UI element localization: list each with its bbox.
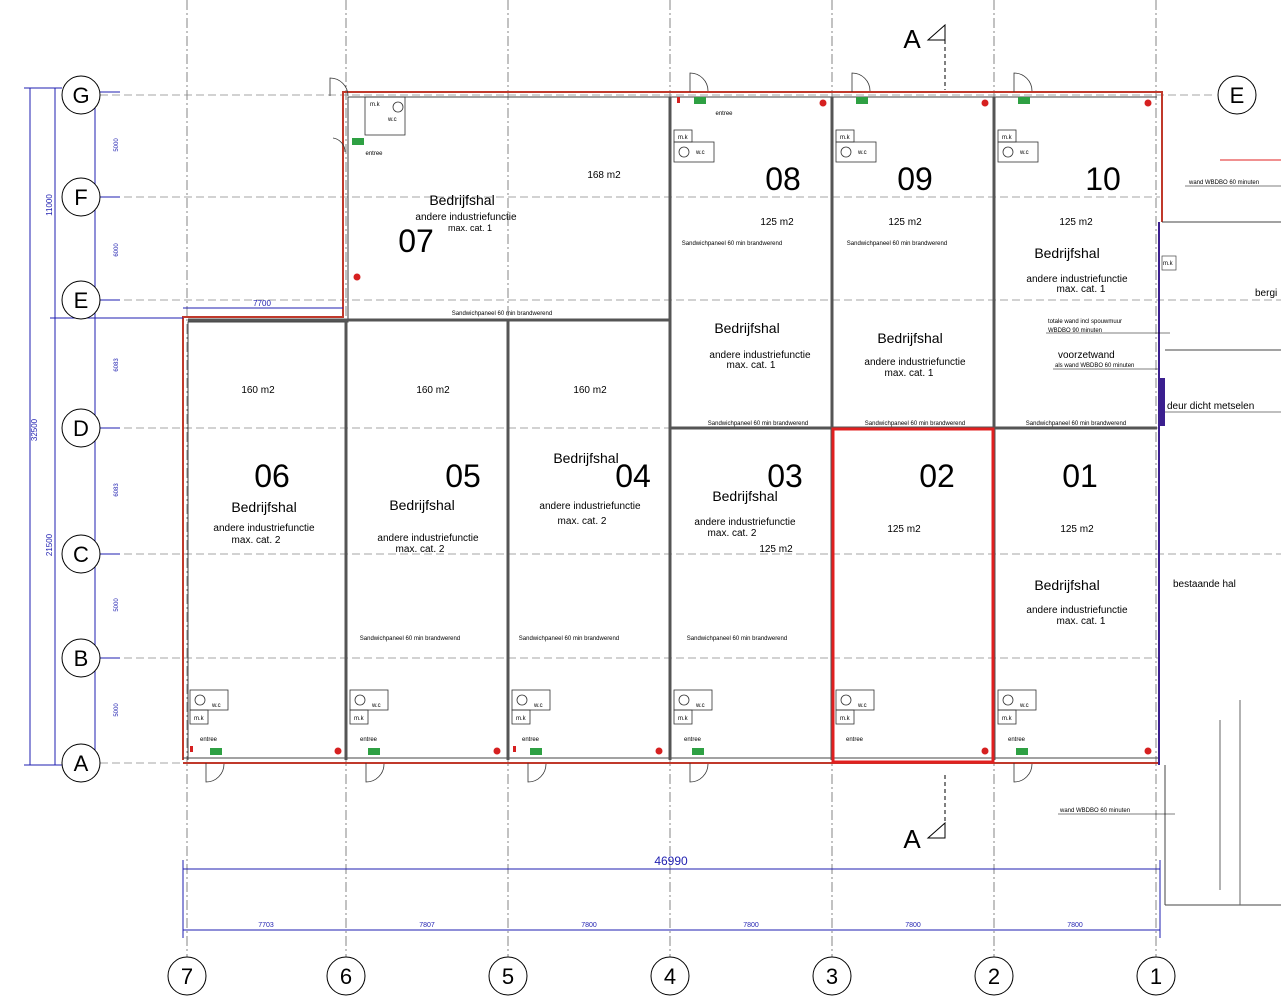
bottom-dimension-lines — [183, 860, 1160, 938]
col-label-5: 5 — [501, 964, 515, 989]
unit-09-cat: max. cat. 1 — [884, 368, 934, 379]
unit-09-function: andere industriefunctie — [864, 357, 966, 368]
row-label-e-right: E — [1229, 83, 1245, 108]
row-label-a: A — [73, 751, 89, 776]
wc-label: w.c — [1020, 703, 1029, 709]
extinguisher-icon — [656, 748, 663, 755]
wc-label: w.c — [858, 703, 867, 709]
unit-10-function: andere industriefunctie — [1026, 274, 1128, 285]
col-label-1: 1 — [1149, 964, 1163, 989]
unit-01-cat: max. cat. 1 — [1056, 616, 1106, 627]
extinguisher-icon — [677, 97, 680, 103]
unit-08-wall-note2: Sandwichpaneel 60 min brandwerend — [707, 421, 809, 427]
unit-07-type: Bedrijfshal — [429, 192, 495, 208]
unit-10-number: 10 — [1085, 161, 1121, 197]
exit-sign-icon — [694, 97, 706, 104]
extinguisher-icon — [513, 746, 516, 752]
row-label-c: C — [73, 542, 89, 567]
unit-03-area: 125 m2 — [759, 544, 793, 555]
wc-label: w.c — [1020, 150, 1029, 156]
unit-04-function: andere industriefunctie — [539, 501, 641, 512]
unit-06-function: andere industriefunctie — [213, 523, 315, 534]
unit-03-number: 03 — [767, 458, 803, 494]
unit-08-entry: entree — [715, 111, 733, 117]
note-bergi: bergi — [1255, 288, 1278, 299]
col-label-7: 7 — [180, 964, 194, 989]
section-marker-bottom — [903, 775, 945, 854]
unit-05-cat: max. cat. 2 — [395, 544, 445, 555]
unit-07[interactable] — [365, 151, 621, 317]
unit-06-number: 06 — [254, 458, 290, 494]
note-als-wand: als wand WBDBO 60 minuten — [1055, 363, 1135, 369]
mk-label: m.k — [194, 716, 204, 722]
unit-02-highlight[interactable] — [833, 429, 993, 762]
unit-08-type: Bedrijfshal — [714, 320, 780, 336]
row-label-f: F — [74, 185, 88, 210]
door-icon — [366, 763, 384, 782]
entree-label: entree — [360, 737, 378, 743]
mk-label: m.k — [516, 716, 526, 722]
door-icon — [1014, 73, 1032, 92]
dim-left-lower: 21500 — [45, 533, 54, 557]
wc-label: w.c — [696, 703, 705, 709]
exit-sign-icon — [210, 748, 222, 755]
unit-06-type: Bedrijfshal — [231, 499, 297, 515]
sanitary-labels-upper — [370, 102, 1029, 156]
mk-label: m.k — [1002, 716, 1012, 722]
dim-bay-2: 7807 — [419, 922, 435, 929]
door-icon — [690, 763, 708, 782]
col-label-6: 6 — [339, 964, 353, 989]
extinguisher-icon — [1145, 748, 1152, 755]
unit-09-type: Bedrijfshal — [877, 330, 943, 346]
note-voorzetwand: voorzetwand — [1058, 350, 1115, 361]
unit-04-area: 160 m2 — [573, 385, 607, 396]
mk-label: m.k — [354, 716, 364, 722]
door-icon — [206, 763, 224, 782]
unit-10-area: 125 m2 — [1059, 217, 1093, 228]
row-label-d: D — [73, 416, 89, 441]
row-label-b: B — [73, 646, 89, 671]
wc-label: w.c — [534, 703, 543, 709]
unit-04-type: Bedrijfshal — [553, 450, 619, 466]
dim-bay-4: 7800 — [743, 922, 759, 929]
unit-04-wall-note: Sandwichpaneel 60 min brandwerend — [686, 636, 788, 642]
bay-dimension-texts — [258, 922, 1083, 929]
unit-10-type: Bedrijfshal — [1034, 245, 1100, 261]
unit-08-number: 08 — [765, 161, 801, 197]
sanitary-blocks-lower — [190, 690, 1036, 724]
door-icon — [852, 73, 870, 92]
column-bubbles — [168, 957, 1175, 995]
unit-05-function: andere industriefunctie — [377, 533, 479, 544]
unit-06-wall-note: Sandwichpaneel 60 min brandwerend — [359, 636, 461, 642]
dim-bay-5: 7800 — [905, 922, 921, 929]
door-icon — [528, 763, 546, 782]
dim-bay-6: 7800 — [1067, 922, 1083, 929]
mk-label: m.k — [678, 716, 688, 722]
unit-07-cat: max. cat. 1 — [447, 223, 493, 233]
unit-07-wall-note: Sandwichpaneel 60 min brandwerend — [451, 311, 553, 317]
unit-01-number: 01 — [1062, 458, 1098, 494]
unit-07-entry: entree — [365, 151, 383, 157]
mk-label: m.k — [678, 135, 688, 141]
note-bestaande: bestaande hal — [1173, 579, 1236, 590]
note-deur: deur dicht metselen — [1167, 401, 1255, 412]
dim-row-6: 5000 — [114, 703, 120, 717]
unit-04-number: 04 — [615, 458, 651, 494]
wc-label: w.c — [372, 703, 381, 709]
unit-10-cat: max. cat. 1 — [1056, 284, 1106, 295]
unit-07-number: 07 — [398, 223, 434, 259]
extinguisher-icon — [335, 748, 342, 755]
extinguisher-icon — [494, 748, 501, 755]
extinguisher-icon — [982, 748, 989, 755]
unit-01[interactable] — [1026, 458, 1128, 627]
unit-06[interactable] — [213, 385, 460, 642]
section-label-top: A — [903, 24, 921, 54]
entree-label: entree — [522, 737, 540, 743]
note-totale-wand: totale wand incl spouwmuur — [1048, 319, 1123, 325]
dim-row-5: 5000 — [114, 598, 120, 612]
unit-09-wall-note2: Sandwichpaneel 60 min brandwerend — [864, 421, 966, 427]
col-label-3: 3 — [825, 964, 839, 989]
unit-03-type: Bedrijfshal — [712, 488, 778, 504]
unit-08[interactable] — [682, 111, 811, 427]
row-label-g: G — [72, 83, 90, 108]
unit-02-area: 125 m2 — [887, 524, 921, 535]
unit-09-wall-note: Sandwichpaneel 60 min brandwerend — [846, 241, 948, 247]
unit-06-cat: max. cat. 2 — [231, 535, 281, 546]
dim-unit07-width: 7700 — [253, 299, 271, 308]
dim-row-2: 6000 — [114, 243, 120, 257]
note-wand-top: wand WBDBO 60 minuten — [1189, 180, 1260, 186]
exit-sign-icon — [1016, 748, 1028, 755]
exit-sign-icon — [352, 138, 364, 145]
unit-02-number: 02 — [919, 458, 955, 494]
unit-08-function: andere industriefunctie — [709, 350, 811, 361]
unit-05-number: 05 — [445, 458, 481, 494]
unit-04-cat: max. cat. 2 — [557, 516, 607, 527]
extinguisher-icon — [1145, 100, 1152, 107]
dim-row-3: 6083 — [114, 358, 120, 372]
dim-row-1: 5000 — [114, 138, 120, 152]
wc-label: w.c — [388, 117, 397, 123]
wc-label: w.c — [212, 703, 221, 709]
unit-09-area: 125 m2 — [888, 217, 922, 228]
door-icon — [690, 73, 708, 92]
mk-label: m.k — [370, 102, 380, 108]
unit-06-area: 160 m2 — [241, 385, 275, 396]
extinguisher-icon — [354, 274, 361, 281]
unit-05-type: Bedrijfshal — [389, 497, 455, 513]
unit-07-function: andere industriefunctie — [415, 212, 517, 223]
entree-label: entree — [684, 737, 702, 743]
unit-09[interactable] — [847, 161, 966, 427]
unit-09-number: 09 — [897, 161, 933, 197]
section-marker-top — [903, 24, 945, 90]
exit-sign-icon — [530, 748, 542, 755]
exit-sign-icon — [692, 748, 704, 755]
unit-01-function: andere industriefunctie — [1026, 605, 1128, 616]
wc-label: w.c — [858, 150, 867, 156]
row-label-e: E — [73, 288, 89, 313]
unit-10-wall-note: Sandwichpaneel 60 min brandwerend — [1025, 421, 1127, 427]
exit-sign-icon — [368, 748, 380, 755]
unit-05[interactable] — [377, 385, 619, 642]
unit-10[interactable] — [1026, 161, 1128, 427]
entree-label: entree — [1008, 737, 1026, 743]
mk-label: m.k — [840, 135, 850, 141]
extinguisher-icon — [982, 100, 989, 107]
dim-total-width: 46990 — [654, 854, 688, 868]
mk-label: m.k — [1002, 135, 1012, 141]
unit-01-area: 125 m2 — [1060, 524, 1094, 535]
unit-01-type: Bedrijfshal — [1034, 577, 1100, 593]
unit-08-area: 125 m2 — [760, 217, 794, 228]
exit-sign-icon — [1018, 97, 1030, 104]
exit-sign-icon — [856, 97, 868, 104]
partitions — [188, 97, 1157, 760]
unit-03[interactable] — [694, 458, 802, 555]
unit-02[interactable] — [887, 458, 954, 535]
note-wand-bottom: wand WBDBO 60 minuten — [1060, 808, 1131, 814]
wc-label: w.c — [696, 150, 705, 156]
extinguisher-icon — [820, 100, 827, 107]
unit-08-cat: max. cat. 1 — [726, 360, 776, 371]
dim-left-total: 32500 — [30, 418, 39, 442]
unit-08-wall-note: Sandwichpaneel 60 min brandwerend — [681, 241, 783, 247]
section-label-bottom: A — [903, 824, 921, 854]
sanitary-labels-lower — [194, 703, 1029, 743]
dim-row-4: 6083 — [114, 483, 120, 497]
entree-label: entree — [200, 737, 218, 743]
col-label-4: 4 — [663, 964, 677, 989]
left-dimension-lines — [24, 88, 183, 765]
dim-bay-3: 7800 — [581, 922, 597, 929]
col-label-2: 2 — [987, 964, 1001, 989]
door-icon — [330, 78, 348, 96]
extinguisher-icon — [190, 746, 193, 752]
dim-bay-1: 7703 — [258, 922, 274, 929]
unit-03-cat: max. cat. 2 — [707, 528, 757, 539]
unit-05-wall-note: Sandwichpaneel 60 min brandwerend — [518, 636, 620, 642]
dim-left-upper: 11000 — [45, 194, 54, 216]
door-icon — [1014, 763, 1032, 782]
note-wbdbo90: WBDBO 90 minuten — [1048, 328, 1103, 334]
unit-05-area: 160 m2 — [416, 385, 450, 396]
mk-label: m.k — [840, 716, 850, 722]
note-mk-right: m.k — [1163, 261, 1173, 267]
unit-07-area: 168 m2 — [587, 170, 621, 181]
entree-label: entree — [846, 737, 864, 743]
unit-03-function: andere industriefunctie — [694, 517, 796, 528]
